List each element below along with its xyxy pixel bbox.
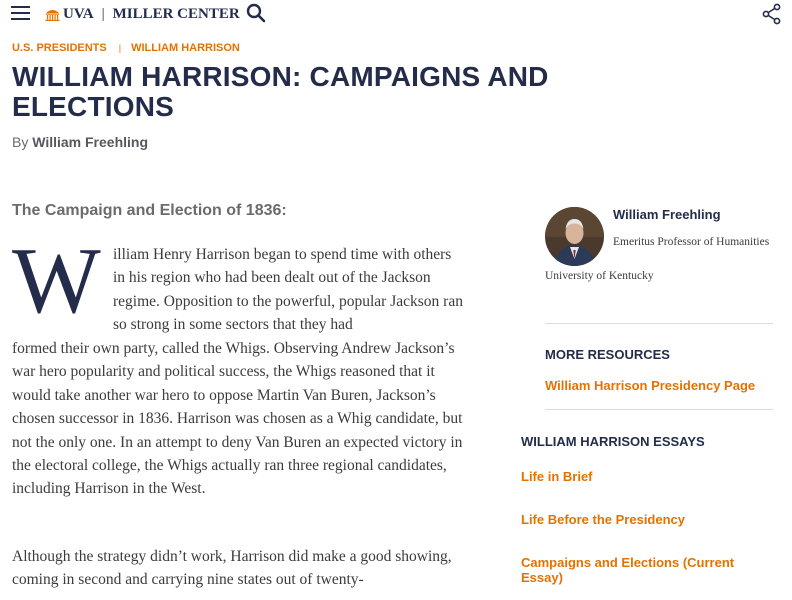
rotunda-icon bbox=[45, 8, 60, 21]
author-card-name[interactable]: William Freehling bbox=[613, 207, 721, 222]
drop-cap: W bbox=[12, 229, 101, 333]
essays-heading: WILLIAM HARRISON ESSAYS bbox=[521, 434, 705, 449]
site-header bbox=[0, 0, 792, 28]
author-card-role: Emeritus Professor of Humanities bbox=[613, 236, 770, 248]
essay-link-campaigns-elections[interactable]: Campaigns and Elections (Current Essay) bbox=[521, 555, 735, 585]
divider bbox=[545, 409, 773, 410]
byline-author[interactable]: William Freehling bbox=[32, 134, 149, 150]
hamburger-menu-icon[interactable] bbox=[11, 5, 31, 21]
author-card-institution: University of Kentucky bbox=[545, 270, 654, 282]
logo-separator: | bbox=[101, 5, 105, 22]
paragraph-2: Although the strategy didn’t work, Harrison did make a good showing, coming in second and carrying nine states out of twenty- bbox=[12, 548, 452, 589]
breadcrumb-us-presidents[interactable]: U.S. PRESIDENTS bbox=[12, 42, 107, 54]
author-avatar bbox=[545, 207, 604, 266]
breadcrumb-separator: | bbox=[118, 43, 122, 53]
share-icon[interactable] bbox=[761, 3, 783, 25]
essay-link-life-in-brief[interactable]: Life in Brief bbox=[521, 469, 593, 484]
presidency-page-link[interactable]: William Harrison Presidency Page bbox=[545, 378, 756, 393]
author-portrait-image bbox=[545, 207, 604, 266]
logo-uva: UVA bbox=[63, 5, 94, 22]
paragraph-1-continued: formed their own party, called the Whigs. Observing Andrew Jackson’s war hero popularity and political success, the Whigs reasoned that it would take another war hero to oppose Martin Van Buren, Jackson’s chosen successor in 1836. Harrison was chosen as a Whig candidate, but not the only one. In an attempt to deny Van Buren an expected victory in the electoral college, the Whigs actually ran three regional candidates, including Harrison in the West. bbox=[12, 340, 463, 498]
paragraph-1-intro: illiam Henry Harrison began to spend time with others in his region who had been dealt out of the Jackson regime. Opposition to the powerful, popular Jackson ran so strong in some sectors that they had bbox=[113, 246, 463, 334]
search-icon[interactable] bbox=[246, 3, 266, 23]
more-resources-heading: MORE RESOURCES bbox=[545, 347, 670, 362]
breadcrumb-william-harrison[interactable]: WILLIAM HARRISON bbox=[131, 42, 240, 54]
divider bbox=[545, 323, 773, 324]
logo-miller-center: MILLER CENTER bbox=[112, 5, 240, 22]
byline bbox=[12, 134, 148, 150]
breadcrumb bbox=[12, 41, 240, 55]
section-heading: The Campaign and Election of 1836: bbox=[12, 202, 287, 219]
page-title: WILLIAM HARRISON: CAMPAIGNS AND ELECTIONS bbox=[12, 61, 549, 122]
byline-prefix: By bbox=[12, 134, 29, 150]
essay-link-life-before-presidency[interactable]: Life Before the Presidency bbox=[521, 512, 685, 527]
site-logo[interactable] bbox=[45, 5, 240, 23]
